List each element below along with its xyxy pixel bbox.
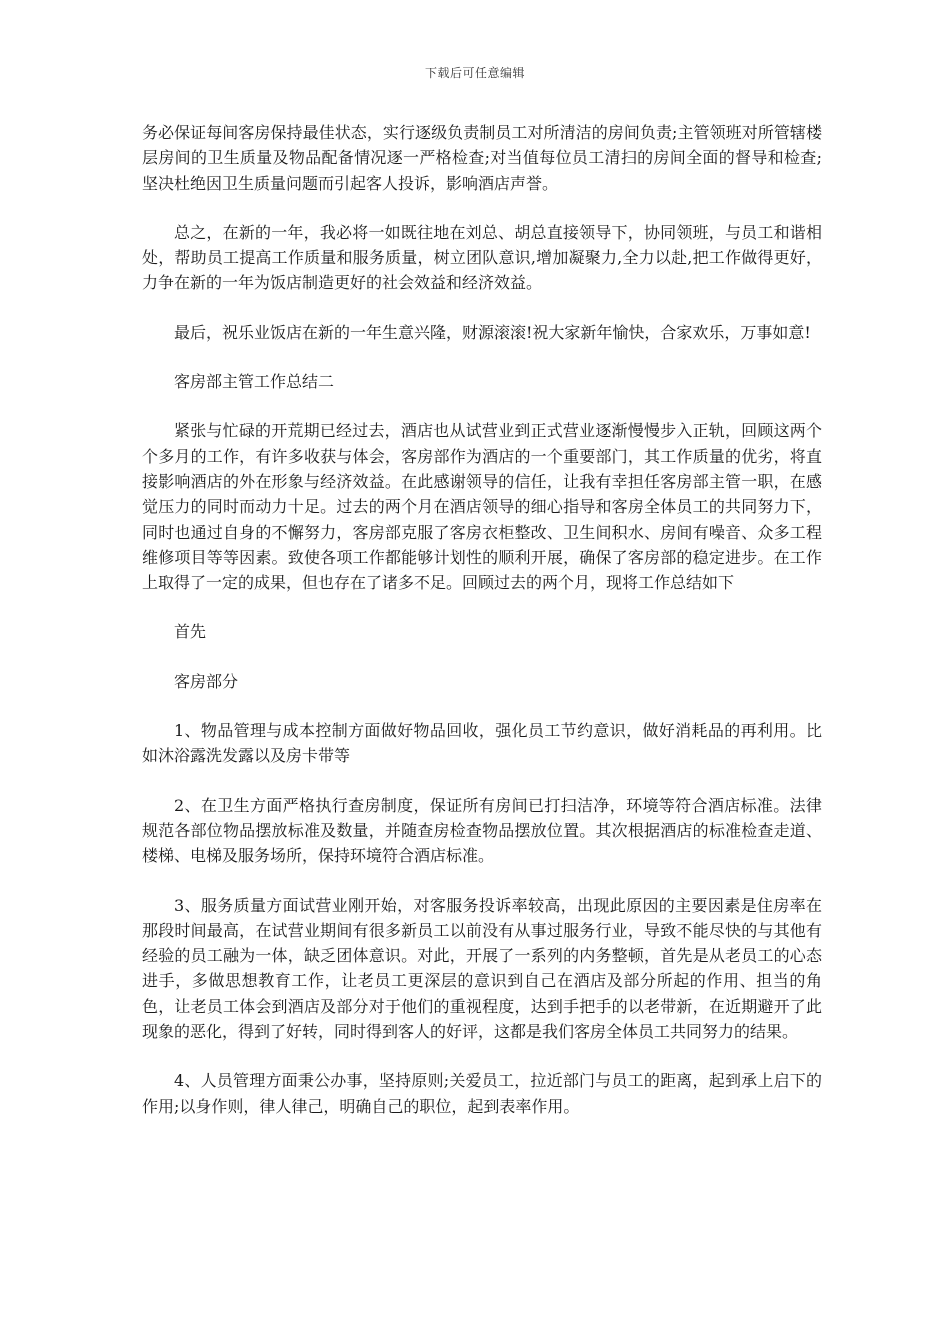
section-heading: 客房部主管工作总结二 — [174, 372, 335, 392]
subheading: 首先 — [174, 622, 207, 642]
list-item: 2、在卫生方面严格执行查房制度，保证所有房间已打扫洁净，环境等符合酒店标准。法律规范各部位物品摆放标准及数量，并随查房检查物品摆放位置。其次根据酒店的标准检查走道、楼梯、电梯及服务场所，保持环境符合酒店标准。 — [142, 795, 822, 866]
list-item: 1、物品管理与成本控制方面做好物品回收，强化员工节约意识，做好消耗品的再利用。比如沐浴露洗发露以及房卡带等 — [142, 721, 822, 766]
list-item: 4、人员管理方面秉公办事，坚持原则;关爱员工，拉近部门与员工的距离，起到承上启下的作用;以身作则，律人律己，明确自己的职位，起到表率作用。 — [142, 1071, 822, 1116]
paragraph: 务必保证每间客房保持最佳状态，实行逐级负责制员工对所清洁的房间负责;主管领班对所管辖楼层房间的卫生质量及物品配备情况逐一严格检查;对当值每位员工清扫的房间全面的督导和检查;坚决杜绝因卫生质量问题而引起客人投诉，影响酒店声誉。 — [142, 123, 822, 193]
paragraph: 总之，在新的一年，我必将一如既往地在刘总、胡总直接领导下，协同领班，与员工和谐相处，帮助员工提高工作质量和服务质量，树立团队意识,增加凝聚力,全力以赴,把工作做得更好，力争在新的一年为饭店制造更好的社会效益和经济效益。 — [142, 222, 822, 293]
page-header: 下载后可任意编辑 — [424, 66, 525, 80]
subheading: 客房部分 — [174, 671, 239, 691]
list-item: 3、服务质量方面试营业刚开始，对客服务投诉率较高，出现此原因的主要因素是住房率在那段时间最高，在试营业期间有很多新员工以前没有从事过服务行业，导致不能尽快的与其他有经验的员工融为一体，缺乏团体意识。对此，开展了一系列的内务整顿，首先是从老员工的心态进手，多做思想教育工作，让老员工更深层的意识到自己在酒店及部分所起的作用、担当的角色，让老员工体会到酒店及部分对于他们的重视程度，达到手把手的以老带新，在近期避开了此现象的恶化，得到了好转，同时得到客人的好评，这都是我们客房全体员工共同努力的结果。 — [142, 895, 822, 1042]
document-body — [142, 120, 822, 1119]
paragraph: 最后，祝乐业饭店在新的一年生意兴隆，财源滚滚!祝大家新年愉快，合家欢乐，万事如意! — [174, 322, 811, 342]
paragraph: 紧张与忙碌的开荒期已经过去，酒店也从试营业到正式营业逐渐慢慢步入正轨，回顾这两个个多月的工作，有许多收获与体会，客房部作为酒店的一个重要部门，其工作质量的优劣，将直接影响酒店的外在形象与经济效益。在此感谢领导的信任，让我有幸担任客房部主管一职，在感觉压力的同时而动力十足。过去的两个月在酒店领导的细心指导和客房全体员工的共同努力下，同时也通过自身的不懈努力，客房部克服了客房衣柜整改、卫生间积水、房间有噪音、众多工程维修项目等等因素。致使各项工作都能够计划性的顺利开展，确保了客房部的稳定进步。在工作上取得了一定的成果，但也存在了诸多不足。回顾过去的两个月，现将工作总结如下 — [142, 421, 822, 593]
